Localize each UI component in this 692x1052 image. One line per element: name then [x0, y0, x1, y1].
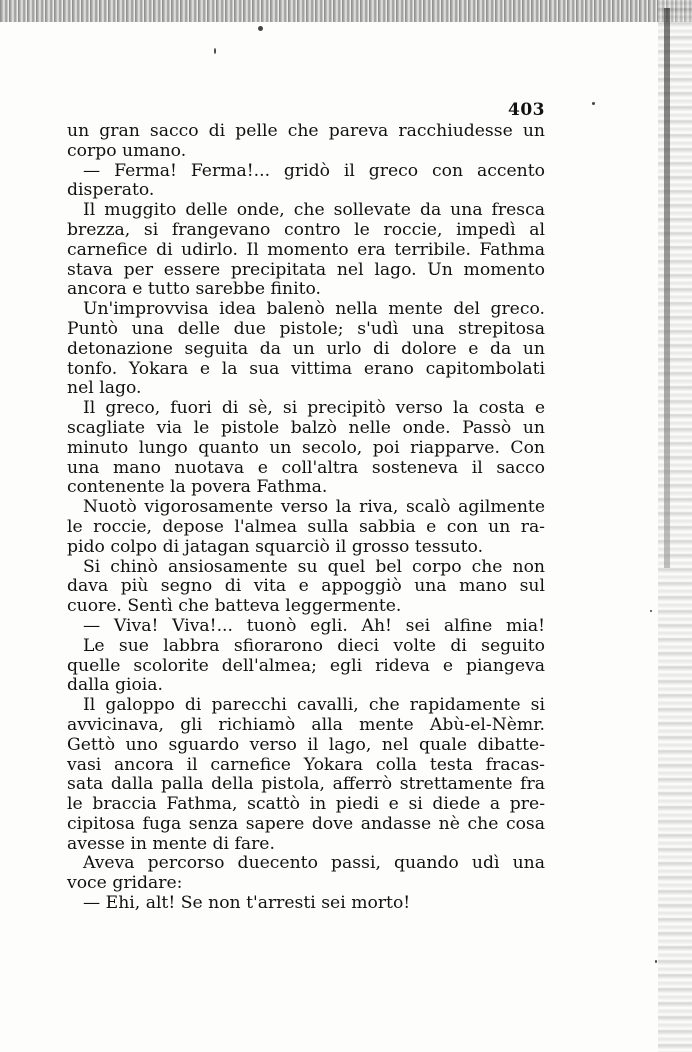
text-line: — Ehi, alt! Se non t'arresti sei morto! — [83, 893, 411, 914]
text-line: avvicinava, gli richiamò alla mente Abù-el-Nèmr. — [67, 714, 545, 735]
scan-speck — [650, 610, 652, 612]
text-line: scagliate via le pistole balzò nelle onde. Passò un — [67, 417, 545, 438]
text-line: Nuotò vigorosamente verso la riva, scalò agilmente — [83, 497, 545, 518]
text-line: — Ferma! Ferma!... gridò il greco con accento — [83, 160, 545, 181]
text-line: vasi ancora il carnefice Yokara colla testa fracas- — [67, 754, 545, 775]
text-line: Il greco, fuori di sè, si precipitò verso la costa e — [83, 398, 545, 419]
text-line: Le sue labbra sfiorarono dieci volte di seguito — [83, 635, 545, 656]
text-line: un gran sacco di pelle che pareva racchiudesse un — [67, 121, 545, 141]
text-line: Si chinò ansiosamente su quel bel corpo che non — [83, 556, 545, 577]
scan-speck — [258, 26, 263, 31]
text-line: stava per essere precipitata nel lago. Un momento — [67, 259, 545, 280]
text-line: Gettò uno sguardo verso il lago, nel quale dibatte- — [67, 734, 545, 755]
text-line: cuore. Sentì che batteva leggermente. — [67, 596, 402, 617]
text-line: tonfo. Yokara e la sua vittima erano capitombolati — [67, 358, 545, 379]
text-line: — Viva! Viva!... tuonò egli. Ah! sei alfine mia! — [83, 615, 545, 636]
text-line: Il galoppo di parecchi cavalli, che rapidamente si — [83, 695, 545, 716]
text-line: Aveva percorso duecento passi, quando udì una — [83, 853, 545, 874]
text-line: carnefice di udirlo. Il momento era terribile. Fathma — [67, 239, 545, 260]
text-line: dava più segno di vita e appoggiò una mano sul — [67, 576, 545, 597]
text-line: le roccie, depose l'almea sulla sabbia e con un ra- — [67, 516, 545, 537]
scan-speck — [655, 960, 657, 963]
scan-speck — [592, 102, 595, 105]
text-line: cipitosa fuga senza sapere dove andasse nè che cosa — [67, 813, 545, 834]
text-line: minuto lungo quanto un secolo, poi riapparve. Con — [67, 437, 545, 458]
page-number: 403 — [508, 100, 545, 120]
text-line: quelle scolorite dell'almea; egli rideva e piangeva — [67, 655, 545, 676]
text-line: una mano nuotava e coll'altra sosteneva il sacco — [67, 457, 545, 478]
text-line: pido colpo di jatagan squarciò il grosso tessuto. — [67, 536, 484, 557]
text-line: nel lago. — [67, 378, 142, 399]
text-line: le braccia Fathma, scattò in piedi e si diede a pre- — [67, 794, 545, 815]
text-line: sata dalla palla della pistola, afferrò strettamente fra — [67, 774, 545, 795]
page-body-text — [67, 122, 545, 914]
text-line: brezza, si frangevano contro le roccie, impedì al — [67, 219, 545, 240]
scan-noise-top — [0, 0, 692, 22]
text-line: voce gridare: — [67, 873, 183, 894]
text-line: Il muggito delle onde, che sollevate da una fresca — [83, 200, 545, 221]
scan-speck — [214, 48, 216, 54]
text-line: Puntò una delle due pistole; s'udì una strepitosa — [67, 318, 545, 339]
page-edge-shadow — [664, 8, 670, 568]
text-line: avesse in mente di fare. — [67, 833, 275, 854]
text-line: corpo umano. — [67, 140, 187, 161]
text-line: Un'improvvisa idea balenò nella mente del greco. — [83, 299, 545, 320]
text-line: detonazione seguita da un urlo di dolore e da un — [67, 338, 545, 359]
text-line: dalla gioia. — [67, 675, 164, 696]
text-line: disperato. — [67, 180, 155, 201]
text-line: contenente la povera Fathma. — [67, 477, 328, 498]
text-line: ancora e tutto sarebbe finito. — [67, 279, 321, 300]
